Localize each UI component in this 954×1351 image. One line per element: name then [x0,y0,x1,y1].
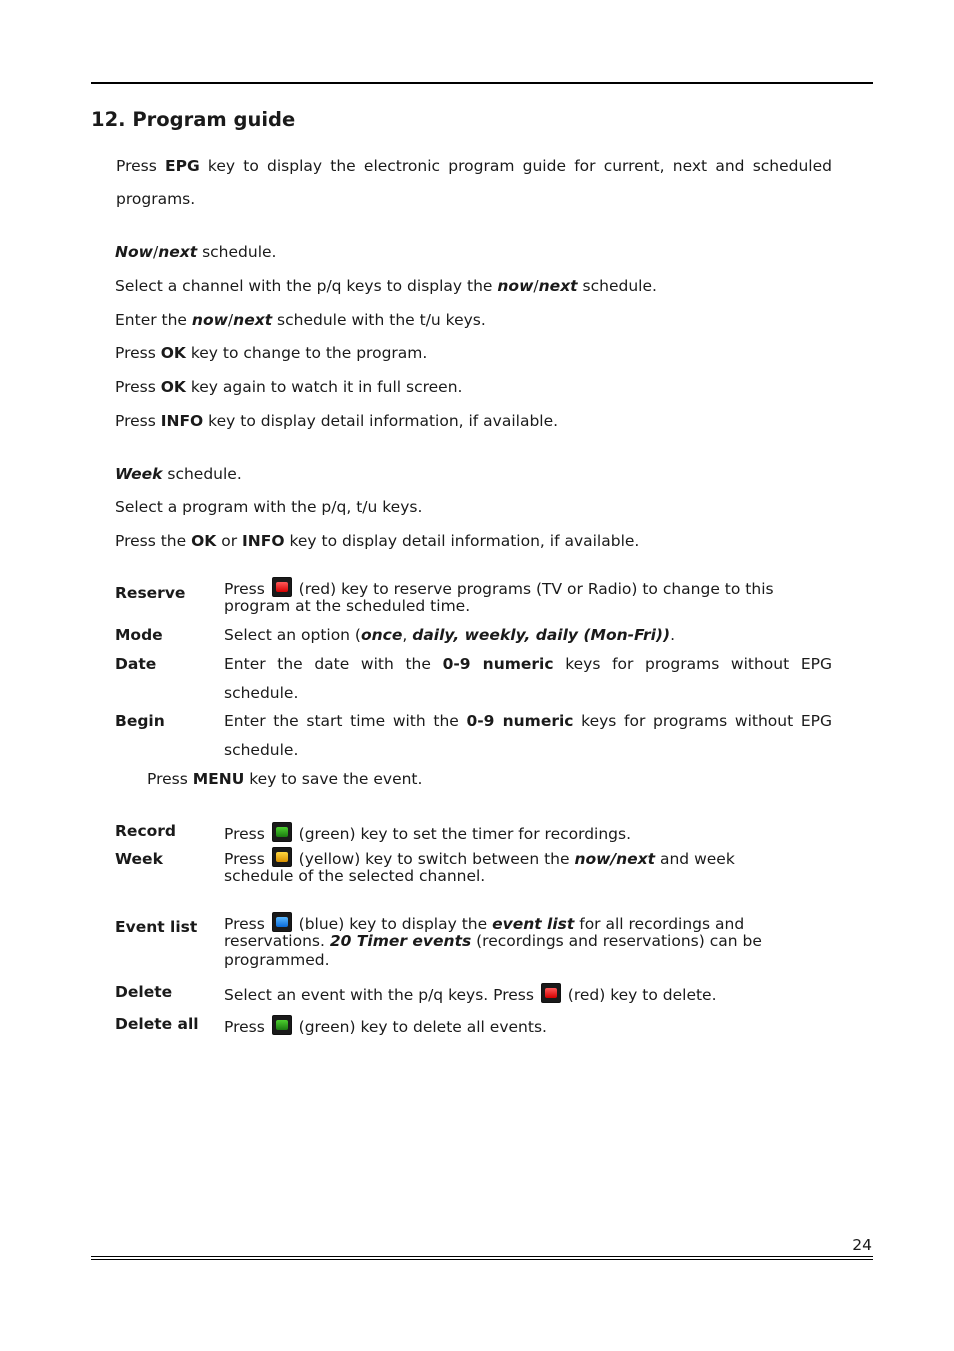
now-next-step-3: Press OK key to change to the program. [115,344,428,362]
red-key-icon [541,983,561,1003]
intro-line-1: Press EPG key to display the electronic program guide for current, next and scheduled [116,157,832,175]
now-next-step-5: Press INFO key to display detail information, if available. [115,412,559,430]
week-key-desc-line-2: schedule of the selected channel. [224,867,486,885]
term-reserve: Reserve [115,584,186,602]
term-date: Date [115,655,157,673]
reserve-desc-line-1: Press (red) key to reserve programs (TV or Radio) to change to this [224,577,774,598]
yellow-key-icon [272,847,292,867]
date-desc-line-1: Enter the date with the 0-9 numeric keys for programs without EPG [224,655,832,673]
section-title: 12. Program guide [91,108,296,131]
term-delete: Delete [115,983,173,1001]
begin-desc-line-1: Enter the start time with the 0-9 numeric keys for programs without EPG [224,712,832,730]
week-step-1: Select a program with the p/q, t/u keys. [115,498,423,516]
week-step-2: Press the OK or INFO key to display detail information, if available. [115,532,640,550]
footer-rule-bottom [91,1259,873,1260]
event-list-desc-line-1: Press (blue) key to display the event list for all recordings and [224,912,744,933]
now-next-step-2: Enter the now/next schedule with the t/u keys. [115,311,486,329]
term-week: Week [115,850,163,868]
red-key-icon [272,577,292,597]
now-next-step-4: Press OK key again to watch it in full screen. [115,378,463,396]
delete-all-desc: Press (green) key to delete all events. [224,1015,547,1036]
intro-line-2: programs. [116,190,196,208]
begin-desc-line-2: schedule. [224,741,299,759]
term-begin: Begin [115,712,165,730]
week-heading: Week schedule. [115,465,242,483]
blue-key-icon [272,912,292,932]
green-key-icon [272,822,292,842]
date-desc-line-2: schedule. [224,684,299,702]
green-key-icon [272,1015,292,1035]
term-delete-all: Delete all [115,1015,199,1033]
delete-desc: Select an event with the p/q keys. Press (red) key to delete. [224,983,717,1004]
header-rule [91,82,873,84]
week-key-desc-line-1: Press (yellow) key to switch between the now/next and week [224,847,735,868]
save-event-instruction: Press MENU key to save the event. [147,770,423,788]
reserve-desc-line-2: program at the scheduled time. [224,597,471,615]
event-list-desc-line-3: programmed. [224,951,330,969]
event-list-desc-line-2: reservations. 20 Timer events (recordings and reservations) can be [224,932,762,950]
page-number: 24 [852,1236,872,1254]
now-next-step-1: Select a channel with the p/q keys to display the now/next schedule. [115,277,657,295]
now-next-heading: Now/next schedule. [115,243,277,261]
footer-rule-top [91,1256,873,1257]
term-mode: Mode [115,626,163,644]
term-record: Record [115,822,177,840]
mode-desc: Select an option (once, daily, weekly, daily (Mon-Fri)). [224,626,676,644]
term-event-list: Event list [115,918,198,936]
record-desc: Press (green) key to set the timer for recordings. [224,822,631,843]
